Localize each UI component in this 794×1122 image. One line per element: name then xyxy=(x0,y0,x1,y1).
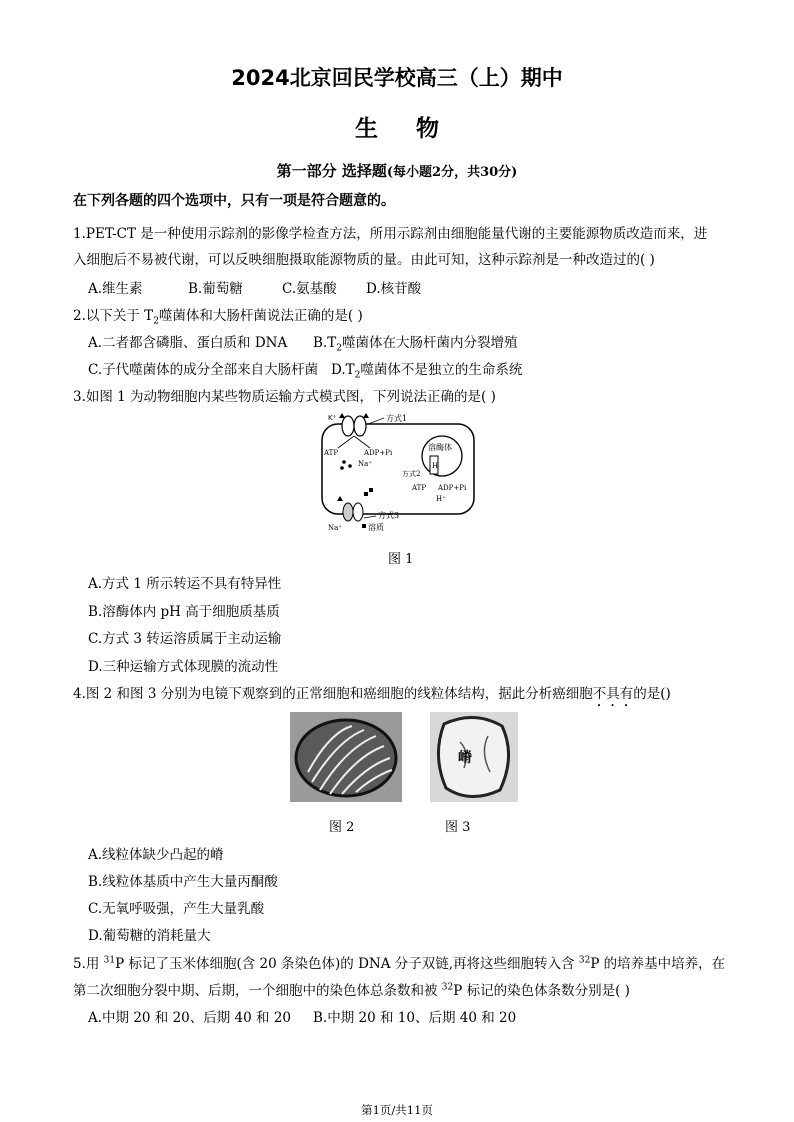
q4-stem xyxy=(73,682,671,710)
q2-option-a: A.二者都含磷脂、蛋白质和 DNA xyxy=(88,335,288,351)
label-way2: 方式2 xyxy=(402,470,421,478)
q1-stem-line2: 入细胞后不易被代谢，可以反映细胞摄取能源物质的量。由此可知，这种示踪剂是一种改造过的( ) xyxy=(73,252,655,268)
mitochondrion xyxy=(438,717,508,796)
subject-title: 生物 xyxy=(355,116,477,142)
q5-l1-sup1: 31 xyxy=(103,955,116,966)
q2-optb-sub: 2 xyxy=(336,343,342,354)
q2-option-b xyxy=(313,331,517,354)
label-atp2: ATP xyxy=(412,484,427,492)
q5-l2-sup: 32 xyxy=(441,982,454,993)
arrow-line xyxy=(338,436,354,448)
q4-option-b: B.线粒体基质中产生大量丙酮酸 xyxy=(88,874,278,890)
carrier-3b xyxy=(353,503,363,521)
cell-membrane xyxy=(322,424,474,514)
q2-stem-a: 2.以下关于 T xyxy=(73,308,154,324)
section-note: (每小题2分，共30分) xyxy=(386,165,518,180)
q5-l1-c: P 的培养基中培养，在 xyxy=(590,956,726,972)
label-h-plus: H⁺ xyxy=(436,495,446,503)
q4-option-c: C.无氧呼吸强，产生大量乳酸 xyxy=(88,901,265,917)
triangle-mark xyxy=(337,496,343,501)
label-way1: 方式1 xyxy=(386,414,408,423)
q5-stem-line2 xyxy=(73,979,630,999)
q5-l1-b: P 标记了玉米体细胞(含 20 条染色体)的 DNA 分子双链,再将这些细胞转入含 xyxy=(115,956,579,972)
q2-optb-b: 噬菌体在大肠杆菌内分裂增殖 xyxy=(341,335,518,351)
q4-stem-b: 的是() xyxy=(633,686,671,702)
label-lysosome: 溶酶体 xyxy=(428,443,452,452)
q5-option-b: B.中期 20 和 10、后期 40 和 20 xyxy=(313,1010,517,1026)
page-title: 2024北京回民学校高三（上）期中 xyxy=(231,66,563,90)
q5-l2-b: P 标记的染色体条数分别是( ) xyxy=(453,983,630,999)
q2-stem-b: 噬菌体和大肠杆菌说法正确的是( ) xyxy=(158,308,363,324)
q5-option-a: A.中期 20 和 20、后期 40 和 20 xyxy=(88,1010,292,1026)
mitochondrion xyxy=(296,720,396,796)
q2-optd-b: 噬菌体不是独立的生命系统 xyxy=(360,362,523,378)
label-atp1: ATP xyxy=(324,449,339,457)
q2-optd-a: D.T xyxy=(331,362,355,378)
arrow-line xyxy=(354,436,370,448)
figure-1-transport-diagram xyxy=(318,408,478,538)
label-h: H xyxy=(432,462,439,470)
square-mark xyxy=(369,488,373,492)
figure-2-caption: 图 2 xyxy=(329,820,355,835)
square-mark xyxy=(364,492,368,496)
triangle-mark xyxy=(363,413,369,418)
carrier-3 xyxy=(343,503,353,521)
figure-1-caption: 图 1 xyxy=(388,552,414,567)
label-solute: 溶质 xyxy=(368,523,384,532)
section-title xyxy=(0,160,794,181)
label-adp1: ADP+Pi xyxy=(364,449,393,457)
q3-option-d: D.三种运输方式体现膜的流动性 xyxy=(88,659,279,675)
pointer-line xyxy=(368,418,384,424)
dot xyxy=(342,460,346,464)
q5-l2-a: 第二次细胞分裂中期、后期，一个细胞中的染色体总条数和被 xyxy=(73,983,442,999)
q3-stem: 3.如图 1 为动物细胞内某些物质运输方式模式图，下列说法正确的是( ) xyxy=(73,389,496,405)
q1-stem-line1: 1.PET-CT 是一种使用示踪剂的影像学检查方法，所用示踪剂由细胞能量代谢的主要能源物质改造而来，进 xyxy=(73,226,708,242)
q4-stem-emphasis: 不具有 xyxy=(592,686,634,702)
pointer-line xyxy=(364,516,376,518)
label-way3: 方式3 xyxy=(378,511,400,520)
figure-3-caption: 图 3 xyxy=(445,820,471,835)
q4-option-d: D.葡萄糖的消耗量大 xyxy=(88,928,211,944)
carrier-1 xyxy=(342,416,354,436)
q5-stem-line1 xyxy=(73,952,725,972)
square-mark xyxy=(362,524,366,528)
section-title-main: 第一部分 选择题 xyxy=(276,162,387,180)
q5-l1-a: 5.用 xyxy=(73,956,104,972)
q2-stem xyxy=(73,304,363,327)
label-adp2: ADP+Pi xyxy=(438,484,467,492)
figure-2-normal-mitochondrion xyxy=(290,712,402,802)
label-na2: Na⁺ xyxy=(328,524,342,532)
q1-option-c: C.氨基酸 xyxy=(282,281,337,297)
carrier-1b xyxy=(354,416,366,436)
q2-option-c: C.子代噬菌体的成分全部来自大肠杆菌 xyxy=(88,362,319,378)
figure-3-cancer-mitochondrion xyxy=(430,712,518,802)
label-k: K⁺ xyxy=(328,414,337,422)
q3-option-a: A.方式 1 所示转运不具有特异性 xyxy=(88,576,282,592)
label-na1: Na⁺ xyxy=(358,460,372,468)
q1-option-a: A.维生素 xyxy=(88,281,143,297)
q3-option-c: C.方式 3 转运溶质属于主动运输 xyxy=(88,631,282,647)
q2-optd-sub: 2 xyxy=(354,370,361,381)
q2-stem-sub: 2 xyxy=(153,316,159,327)
q3-option-b: B.溶酶体内 pH 高于细胞质基质 xyxy=(88,604,280,620)
lysosome xyxy=(422,436,462,476)
q1-option-d: D.核苷酸 xyxy=(366,281,422,297)
q1-option-b: B.葡萄糖 xyxy=(188,281,243,297)
q2-optb-a: B.T xyxy=(313,335,337,351)
instruction: 在下列各题的四个选项中，只有一项是符合题意的。 xyxy=(73,193,395,209)
dot xyxy=(340,466,344,470)
label-crista: 嵴 xyxy=(458,750,472,766)
triangle-mark xyxy=(339,413,345,418)
q4-stem-a: 4.图 2 和图 3 分别为电镜下观察到的正常细胞和癌细胞的线粒体结构，据此分析癌细胞 xyxy=(73,686,593,702)
page-footer: 第1页/共11页 xyxy=(361,1103,433,1117)
q4-option-a: A.线粒体缺少凸起的嵴 xyxy=(88,847,224,863)
dot xyxy=(348,464,352,468)
q5-l1-sup2: 32 xyxy=(578,955,591,966)
q2-option-d xyxy=(331,358,522,381)
